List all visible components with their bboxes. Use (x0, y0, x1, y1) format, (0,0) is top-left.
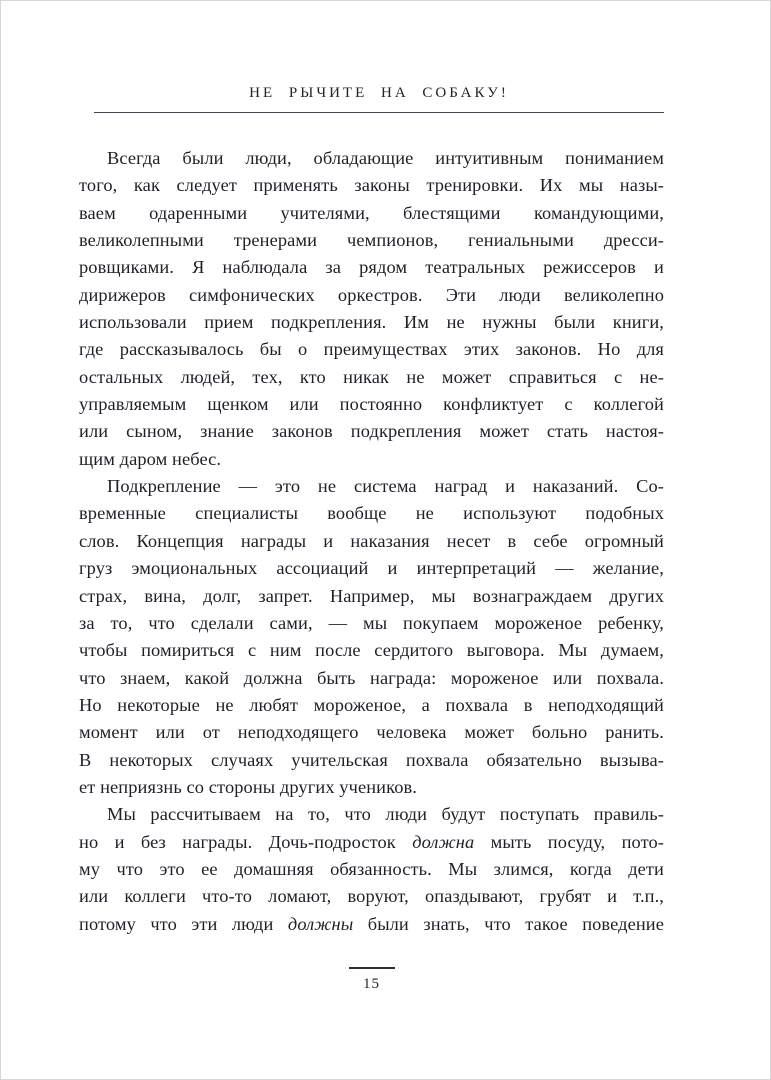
text-line: управляемым щенком или постоянно конфликтует с коллегой (79, 394, 664, 415)
footer-rule (349, 967, 395, 969)
page-number: 15 (363, 976, 380, 992)
text-line: страх, вина, долг, запрет. Например, мы вознаграждаем других (79, 585, 664, 606)
page-footer (79, 967, 664, 993)
text-line: ет неприязнь со стороны других учеников. (79, 776, 417, 797)
text-line: В некоторых случаях учительская похвала обязательно вызыва- (79, 749, 664, 770)
text-line: Всегда были люди, обладающие интуитивным пониманием (107, 148, 664, 168)
text-line: или коллеги что-то ломают, воруют, опаздывают, грубят и т.п., (79, 886, 664, 907)
text-line: остальных людей, тех, кто никак не может справиться с не- (79, 366, 664, 387)
text-line: дирижеров симфонических оркестров. Эти люди великолепно (79, 284, 664, 305)
text-line: за то, что сделали сами, — мы покупаем мороженое ребенку, (79, 612, 664, 633)
text-line: момент или от неподходящего человека может больно ранить. (79, 722, 664, 743)
text-line: слов. Концепция награды и наказания несет в себе огромный (79, 530, 664, 551)
text-line: использовали прием подкрепления. Им не нужны были книги, (79, 312, 664, 333)
text-line: груз эмоциональных ассоциаций и интерпретаций — желание, (79, 558, 664, 579)
text-line: чтобы помириться с ним после сердитого выговора. Мы думаем, (79, 640, 664, 661)
text-line: му что это ее домашняя обязанность. Мы злимся, когда дети (79, 858, 664, 879)
text-line: временные специалисты вообще не используют подобных (79, 503, 664, 524)
text-line: Мы рассчитываем на то, что люди будут поступать правиль- (107, 804, 664, 825)
running-header (94, 85, 664, 113)
header-title: НЕ РЫЧИТЕ НА СОБАКУ! (249, 85, 509, 101)
text-line: или сыном, знание законов подкрепления может стать настоя- (79, 421, 664, 442)
text-line: Подкрепление — это не система наград и наказаний. Со- (107, 476, 664, 497)
text-line: где рассказывалось бы о преимуществах этих законов. Но для (79, 339, 664, 360)
text-line: потому что эти люди должны были знать, что такое поведение (79, 913, 664, 934)
text-line: ваем одаренными учителями, блестящими командующими, (79, 202, 664, 223)
text-line: того, как следует применять законы тренировки. Их мы назы- (79, 175, 664, 196)
text-line: но и без награды. Дочь-подросток должна мыть посуду, пото- (79, 831, 664, 852)
text-line: что знаем, какой должна быть награда: мороженое или похвала. (79, 667, 664, 688)
text-line: ровщиками. Я наблюдала за рядом театральных режиссеров и (79, 257, 664, 278)
text-line: щим даром небес. (79, 448, 222, 469)
text-line: великолепными тренерами чемпионов, гениальными дресси- (79, 230, 664, 251)
body-text (79, 145, 664, 938)
text-line: Но некоторые не любят мороженое, а похвала в неподходящий (79, 694, 664, 715)
